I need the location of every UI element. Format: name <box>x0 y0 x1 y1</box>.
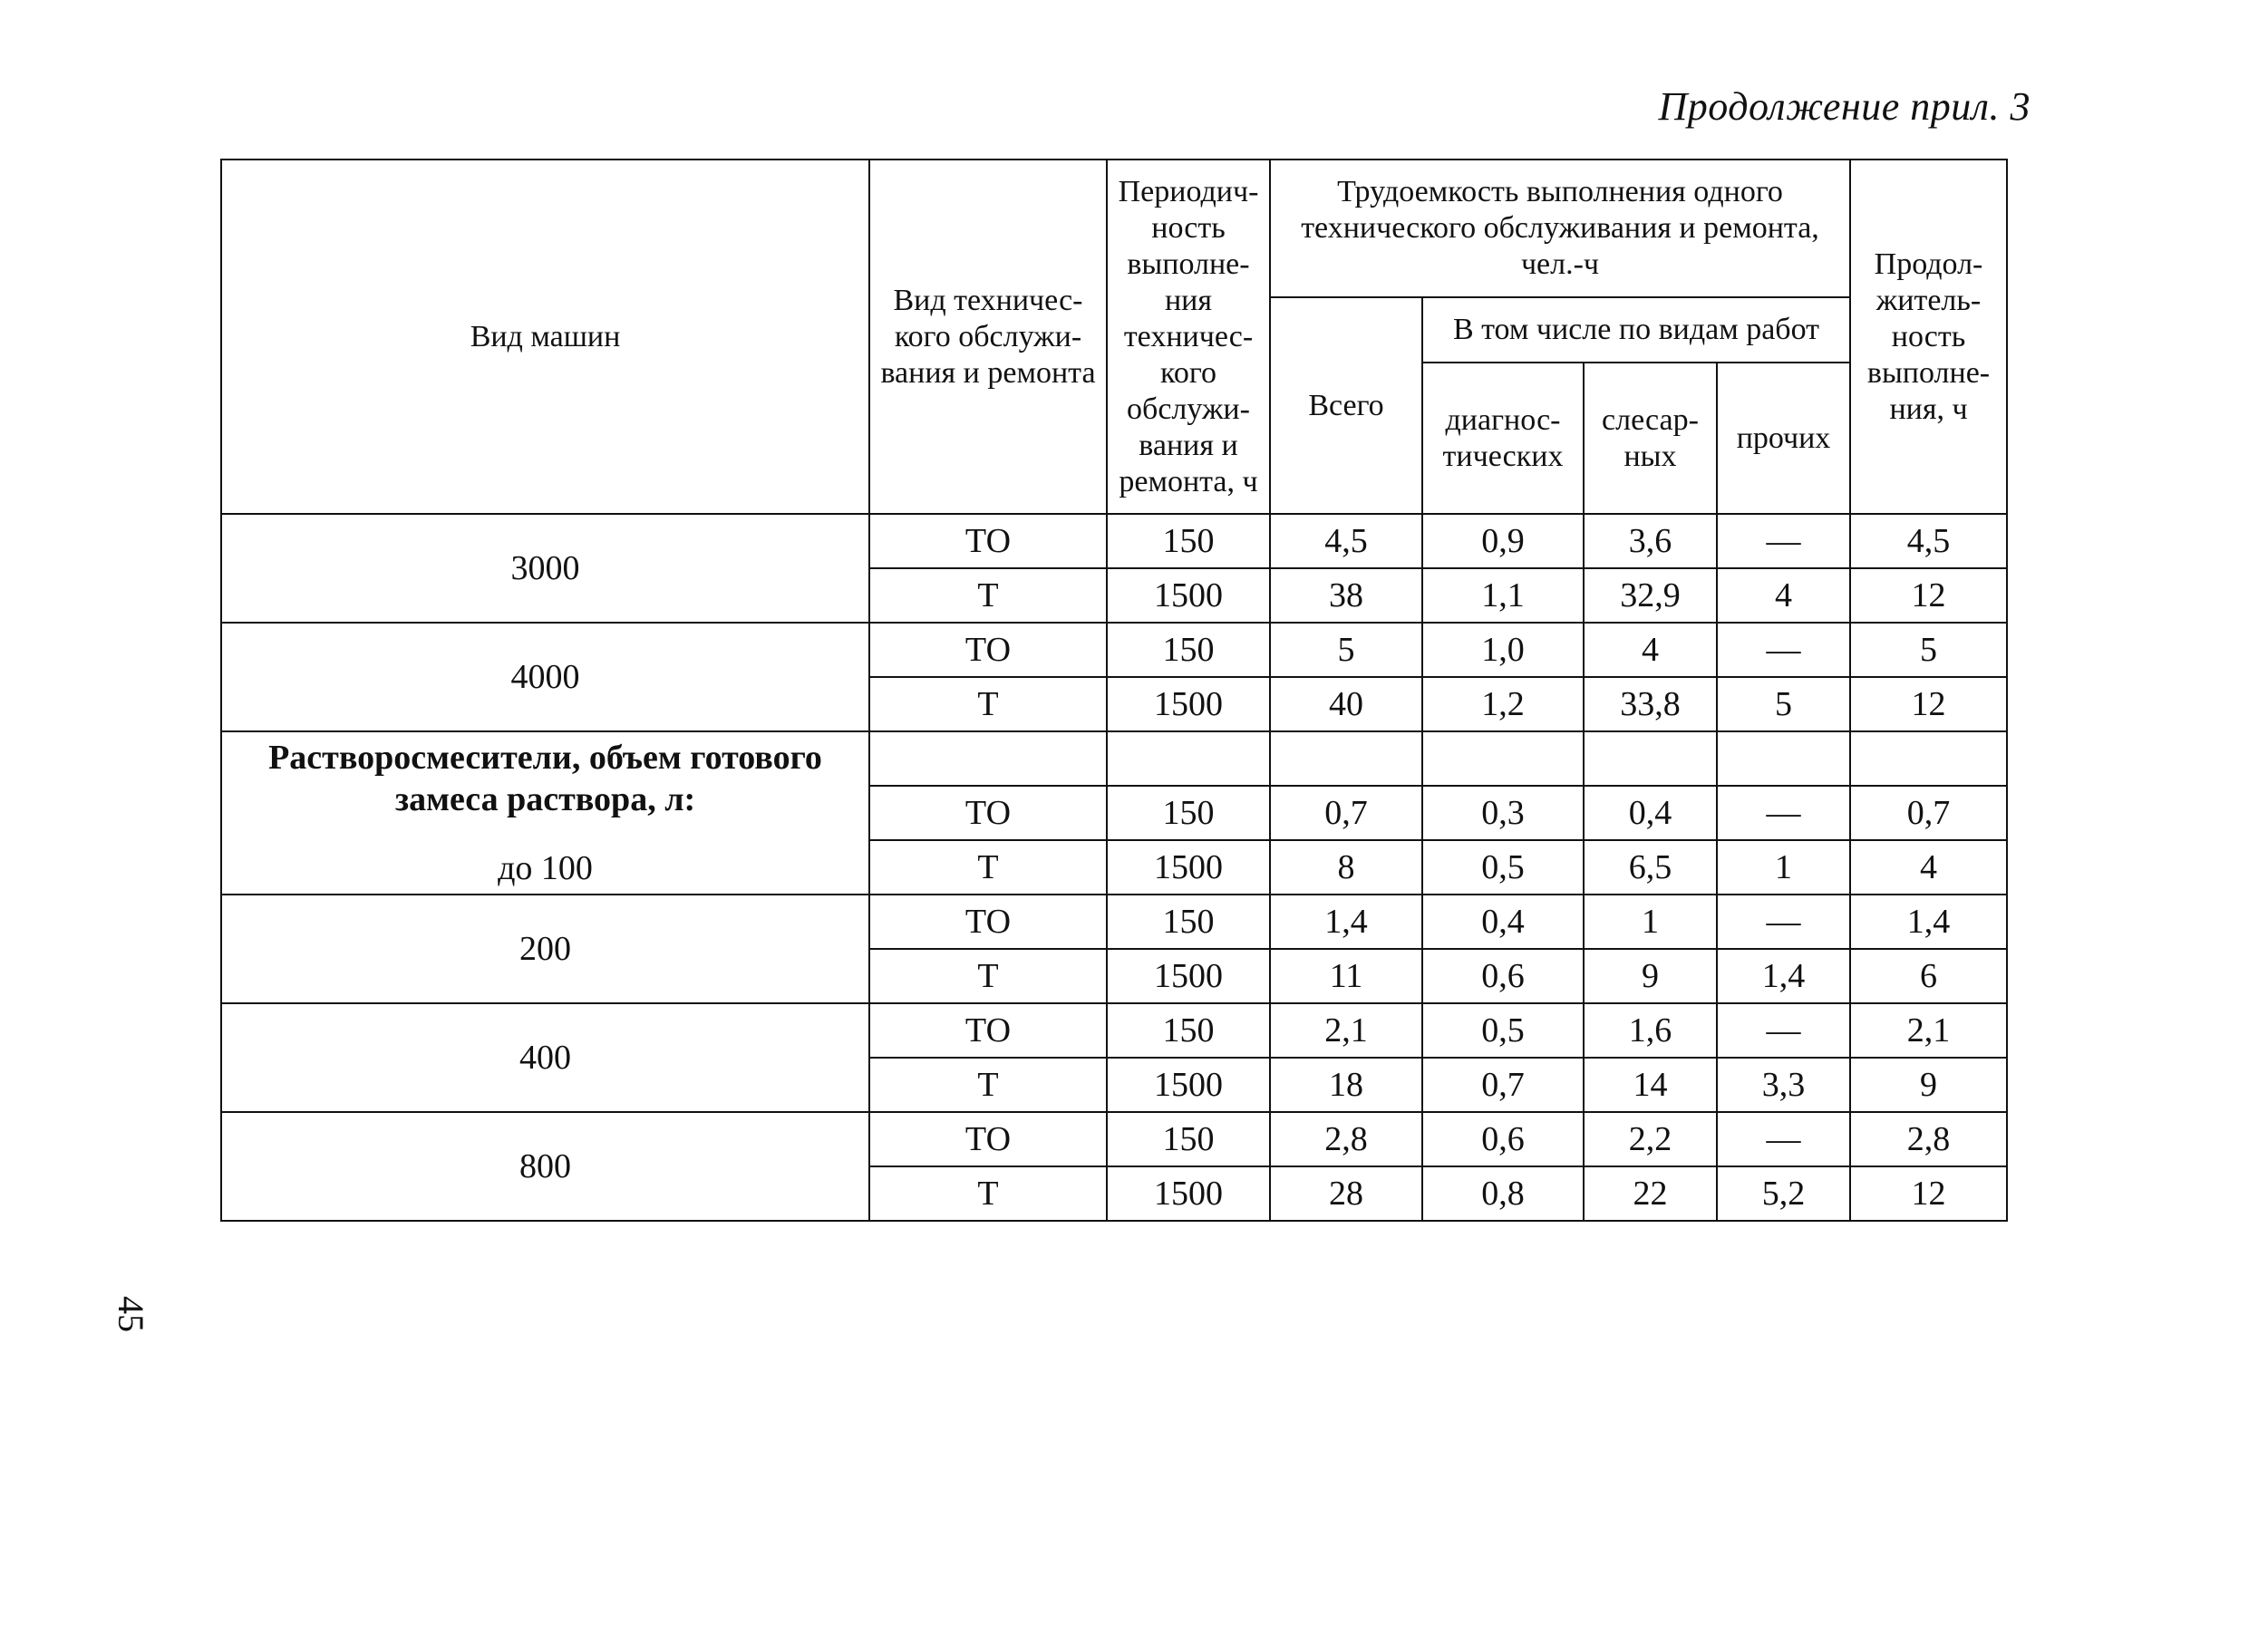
service-type-cell: ТО <box>869 786 1107 840</box>
locksmith-cell: 1 <box>1584 895 1717 949</box>
diagnostic-cell: 1,0 <box>1422 623 1584 677</box>
other-cell: 3,3 <box>1717 1058 1850 1112</box>
other-cell: — <box>1717 1003 1850 1058</box>
duration-cell: 12 <box>1850 677 2007 731</box>
empty-cell <box>1107 731 1270 786</box>
total-cell: 2,1 <box>1270 1003 1422 1058</box>
locksmith-cell: 9 <box>1584 949 1717 1003</box>
diagnostic-cell: 1,2 <box>1422 677 1584 731</box>
other-cell: 5,2 <box>1717 1166 1850 1221</box>
machine-name: 800 <box>221 1112 869 1221</box>
locksmith-cell: 0,4 <box>1584 786 1717 840</box>
page-number: 45 <box>111 1296 151 1332</box>
machine-name: 4000 <box>221 623 869 731</box>
duration-cell: 4 <box>1850 840 2007 895</box>
empty-cell <box>1584 731 1717 786</box>
diagnostic-cell: 0,6 <box>1422 1112 1584 1166</box>
total-cell: 0,7 <box>1270 786 1422 840</box>
locksmith-cell: 14 <box>1584 1058 1717 1112</box>
service-type-cell: ТО <box>869 1003 1107 1058</box>
col-by-kind: В том числе по видам работ <box>1422 297 1850 363</box>
duration-cell: 0,7 <box>1850 786 2007 840</box>
total-cell: 8 <box>1270 840 1422 895</box>
periodicity-cell: 1500 <box>1107 568 1270 623</box>
service-type-cell: Т <box>869 677 1107 731</box>
mixer-group-title: Растворосмесители, объем готового замеса раствора, л: <box>268 739 822 818</box>
periodicity-cell: 1500 <box>1107 677 1270 731</box>
col-labor-group: Трудоемкость выполнения одного технического обслуживания и ремонта, чел.-ч <box>1270 160 1850 297</box>
diagnostic-cell: 0,9 <box>1422 514 1584 568</box>
periodicity-cell: 150 <box>1107 895 1270 949</box>
empty-cell <box>1270 731 1422 786</box>
table-row <box>221 895 2007 949</box>
table-row <box>221 623 2007 677</box>
empty-cell <box>869 731 1107 786</box>
col-duration: Продол-житель-ность выполне-ния, ч <box>1850 160 2007 514</box>
periodicity-cell: 1500 <box>1107 1166 1270 1221</box>
duration-cell: 5 <box>1850 623 2007 677</box>
service-type-cell: Т <box>869 568 1107 623</box>
service-type-cell: Т <box>869 1166 1107 1221</box>
periodicity-cell: 150 <box>1107 514 1270 568</box>
locksmith-cell: 3,6 <box>1584 514 1717 568</box>
table-header <box>221 160 2007 514</box>
duration-cell: 12 <box>1850 1166 2007 1221</box>
periodicity-cell: 1500 <box>1107 840 1270 895</box>
table-row <box>221 1112 2007 1166</box>
locksmith-cell: 2,2 <box>1584 1112 1717 1166</box>
total-cell: 18 <box>1270 1058 1422 1112</box>
periodicity-cell: 150 <box>1107 786 1270 840</box>
duration-cell: 9 <box>1850 1058 2007 1112</box>
machine-name: до 100 <box>498 849 593 887</box>
empty-cell <box>1717 731 1850 786</box>
locksmith-cell: 6,5 <box>1584 840 1717 895</box>
total-cell: 2,8 <box>1270 1112 1422 1166</box>
col-total: Всего <box>1270 297 1422 514</box>
other-cell: — <box>1717 1112 1850 1166</box>
duration-cell: 2,1 <box>1850 1003 2007 1058</box>
duration-cell: 4,5 <box>1850 514 2007 568</box>
periodicity-cell: 150 <box>1107 623 1270 677</box>
col-machine-type: Вид машин <box>221 160 869 514</box>
diagnostic-cell: 0,5 <box>1422 1003 1584 1058</box>
locksmith-cell: 33,8 <box>1584 677 1717 731</box>
table-row <box>221 731 2007 786</box>
diagnostic-cell: 0,7 <box>1422 1058 1584 1112</box>
periodicity-cell: 1500 <box>1107 949 1270 1003</box>
duration-cell: 2,8 <box>1850 1112 2007 1166</box>
periodicity-cell: 1500 <box>1107 1058 1270 1112</box>
total-cell: 1,4 <box>1270 895 1422 949</box>
other-cell: 1,4 <box>1717 949 1850 1003</box>
total-cell: 4,5 <box>1270 514 1422 568</box>
locksmith-cell: 32,9 <box>1584 568 1717 623</box>
diagnostic-cell: 0,8 <box>1422 1166 1584 1221</box>
service-type-cell: ТО <box>869 1112 1107 1166</box>
table-body <box>221 514 2007 1221</box>
other-cell: — <box>1717 895 1850 949</box>
duration-cell: 12 <box>1850 568 2007 623</box>
periodicity-cell: 150 <box>1107 1003 1270 1058</box>
col-periodicity: Периодич-ность выполне-ния техничес-кого обслужи-вания и ремонта, ч <box>1107 160 1270 514</box>
periodicity-cell: 150 <box>1107 1112 1270 1166</box>
diagnostic-cell: 0,3 <box>1422 786 1584 840</box>
other-cell: — <box>1717 514 1850 568</box>
total-cell: 40 <box>1270 677 1422 731</box>
other-cell: — <box>1717 786 1850 840</box>
diagnostic-cell: 0,6 <box>1422 949 1584 1003</box>
mixer-group-name <box>221 731 869 895</box>
continuation-caption: Продолжение прил. 3 <box>1658 84 2031 129</box>
total-cell: 5 <box>1270 623 1422 677</box>
other-cell: 5 <box>1717 677 1850 731</box>
locksmith-cell: 4 <box>1584 623 1717 677</box>
diagnostic-cell: 0,5 <box>1422 840 1584 895</box>
empty-cell <box>1422 731 1584 786</box>
locksmith-cell: 1,6 <box>1584 1003 1717 1058</box>
service-type-cell: Т <box>869 1058 1107 1112</box>
diagnostic-cell: 0,4 <box>1422 895 1584 949</box>
machine-name: 200 <box>221 895 869 1003</box>
table-row <box>221 1003 2007 1058</box>
col-diagnostic: диагнос-тических <box>1422 363 1584 514</box>
col-other: прочих <box>1717 363 1850 514</box>
service-type-cell: ТО <box>869 623 1107 677</box>
total-cell: 11 <box>1270 949 1422 1003</box>
machine-name: 3000 <box>221 514 869 623</box>
service-type-cell: Т <box>869 949 1107 1003</box>
empty-cell <box>1850 731 2007 786</box>
other-cell: 4 <box>1717 568 1850 623</box>
locksmith-cell: 22 <box>1584 1166 1717 1221</box>
total-cell: 38 <box>1270 568 1422 623</box>
col-locksmith: слесар-ных <box>1584 363 1717 514</box>
maintenance-table <box>220 159 2008 1222</box>
total-cell: 28 <box>1270 1166 1422 1221</box>
service-type-cell: ТО <box>869 514 1107 568</box>
diagnostic-cell: 1,1 <box>1422 568 1584 623</box>
other-cell: 1 <box>1717 840 1850 895</box>
duration-cell: 1,4 <box>1850 895 2007 949</box>
machine-name: 400 <box>221 1003 869 1112</box>
table-row <box>221 514 2007 568</box>
service-type-cell: Т <box>869 840 1107 895</box>
col-service-type: Вид техничес-кого обслужи-вания и ремонта <box>869 160 1107 514</box>
duration-cell: 6 <box>1850 949 2007 1003</box>
service-type-cell: ТО <box>869 895 1107 949</box>
other-cell: — <box>1717 623 1850 677</box>
